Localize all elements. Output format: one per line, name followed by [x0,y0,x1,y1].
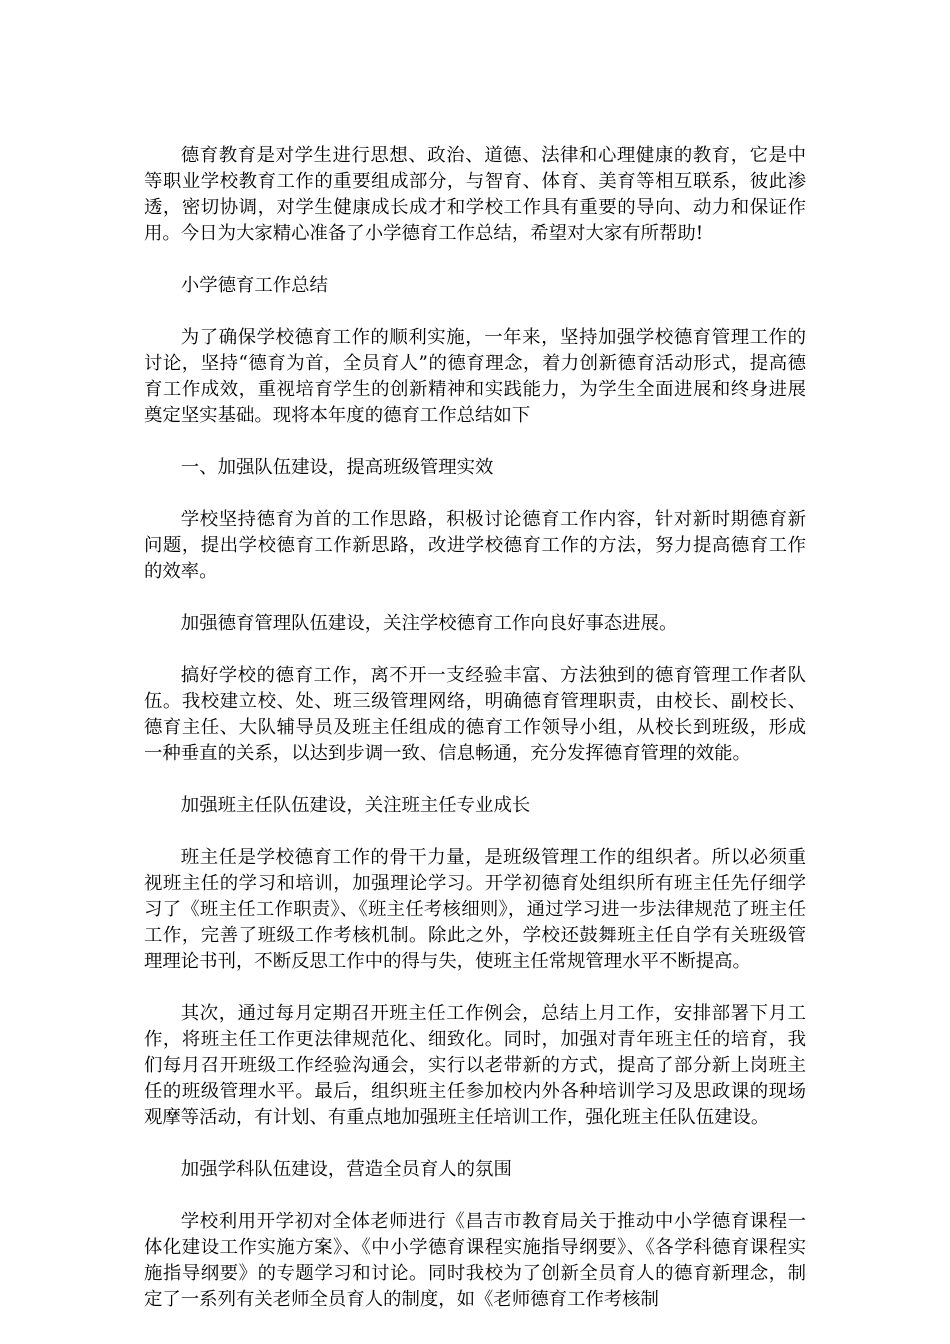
section-heading-1: 一、加强队伍建设，提高班级管理实效 [180,457,494,478]
subheading-management-team: 加强德育管理队伍建设，关注学校德育工作向良好事态进展。 [180,613,678,634]
paragraph-subject-teams: 学校利用开学初对全体老师进行《昌吉市教育局关于推动中小学德育课程一体化建设工作实施方案》、《中小学德育课程实施指导纲要》、《各学科德育课程实施指导纲要》的专题学习和讨论。同时我校为了创新全员育人的德育新理念，制定了一系列有关老师全员育人的制度，如《老师德育工作考核制 [144,1211,806,1310]
paragraph-management-team: 搞好学校的德育工作，离不开一支经验丰富、方法独到的德育管理工作者队伍。我校建立校、处、班三级管理网络，明确德育管理职责，由校长、副校长、德育主任、大队辅导员及班主任组成的德育工作领导小组，从校长到班级，形成一种垂直的关系，以达到步调一致、信息畅通，充分发挥德育管理的效能。 [144,665,806,764]
subheading-head-teachers: 加强班主任队伍建设，关注班主任专业成长 [180,795,531,816]
document-body [144,143,806,1339]
intro-paragraph: 德育教育是对学生进行思想、政治、道德、法律和心理健康的教育，它是中等职业学校教育工作的重要组成部分，与智育、体育、美育等相互联系，彼此渗透，密切协调，对学生健康成长成才和学校工作具有重要的导向、动力和保证作用。今日为大家精心准备了小学德育工作总结，希望对大家有所帮助! [144,145,806,244]
paragraph-monthly-meetings: 其次，通过每月定期召开班主任工作例会，总结上月工作，安排部署下月工作，将班主任工作更法律规范化、细致化。同时，加强对青年班主任的培育，我们每月召开班级工作经验沟通会，实行以老带新的方式，提高了部分新上岗班主任的班级管理水平。最后，组织班主任参加校内外各种培训学习及思政课的现场观摩等活动，有计划、有重点地加强班主任培训工作，强化班主任队伍建设。 [144,1003,806,1128]
overview-paragraph: 为了确保学校德育工作的顺利实施，一年来，坚持加强学校德育管理工作的讨论，坚持“德育为首，全员育人”的德育理念，着力创新德育活动形式，提高德育工作成效，重视培育学生的创新精神和实践能力，为学生全面进展和终身进展奠定坚实基础。现将本年度的德育工作总结如下 [144,327,806,426]
paragraph-head-teachers: 班主任是学校德育工作的骨干力量，是班级管理工作的组织者。所以必须重视班主任的学习和培训，加强理论学习。开学初德育处组织所有班主任先仔细学习了《班主任工作职责》、《班主任考核细则》，通过学习进一步法律规范了班主任工作，完善了班级工作考核机制。除此之外，学校还鼓舞班主任自学有关班级管理理论书刊，不断反思工作中的得与失，使班主任常规管理水平不断提高。 [144,847,806,972]
document-title: 小学德育工作总结 [180,275,328,296]
paragraph-work-approach: 学校坚持德育为首的工作思路，积极讨论德育工作内容，针对新时期德育新问题，提出学校德育工作新思路，改进学校德育工作的方法，努力提高德育工作的效率。 [144,509,806,582]
subheading-subject-teams: 加强学科队伍建设，营造全员育人的氛围 [180,1159,512,1180]
